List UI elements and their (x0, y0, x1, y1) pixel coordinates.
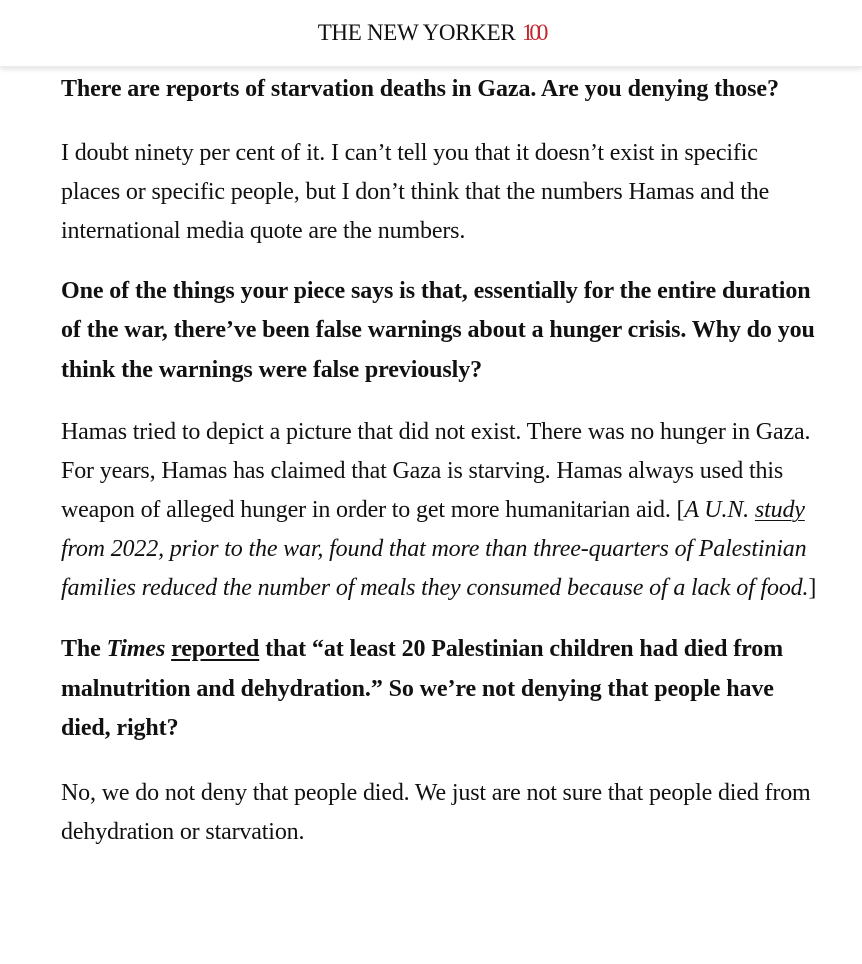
interview-question: One of the things your piece says is that, essentially for the entire duration of the war, there’ve been false warnings about a hunger crisis. Why do you think the warnings were false previously? (61, 277, 815, 383)
question-text: The (61, 636, 107, 662)
site-header (0, 0, 862, 67)
interview-question (61, 630, 821, 749)
interview-question: There are reports of starvation deaths in Gaza. Are you denying those? (61, 76, 779, 102)
note-bracket: ] (808, 575, 817, 601)
note-text: from 2022, prior to the war, found that more than three-quarters of Palestinian families reduced the number of meals they consumed because of a lack of food. (61, 536, 809, 601)
question-text: that “at least 20 Palestinian children had died from malnutrition and dehydration.” So we’re not denying that people have died, right? (61, 636, 784, 741)
masthead-logo[interactable] (0, 19, 862, 47)
interview-answer (61, 413, 821, 608)
anniversary-mark: 100 (521, 20, 545, 45)
study-link[interactable]: study (754, 497, 805, 523)
reported-link[interactable]: reported (171, 636, 260, 662)
answer-text: Hamas tried to depict a picture that did not exist. There was no hunger in Gaza. For years, Hamas has claimed that Gaza is starving. Hamas always used this weapon of alleged hunger in order to get more humanitarian aid. [ (61, 419, 811, 523)
note-text: A U.N. (684, 497, 755, 523)
interview-answer: No, we do not deny that people died. We just are not sure that people died from dehydration or starvation. (61, 779, 811, 845)
brand-name: THE NEW YORKER (317, 20, 516, 45)
interview-answer: I doubt ninety per cent of it. I can’t tell you that it doesn’t exist in specific places or specific people, but I don’t think that the numbers Hamas and the international media quote are the numbers. (61, 139, 770, 244)
article-body (61, 70, 821, 852)
publication-name: Times (106, 636, 166, 662)
